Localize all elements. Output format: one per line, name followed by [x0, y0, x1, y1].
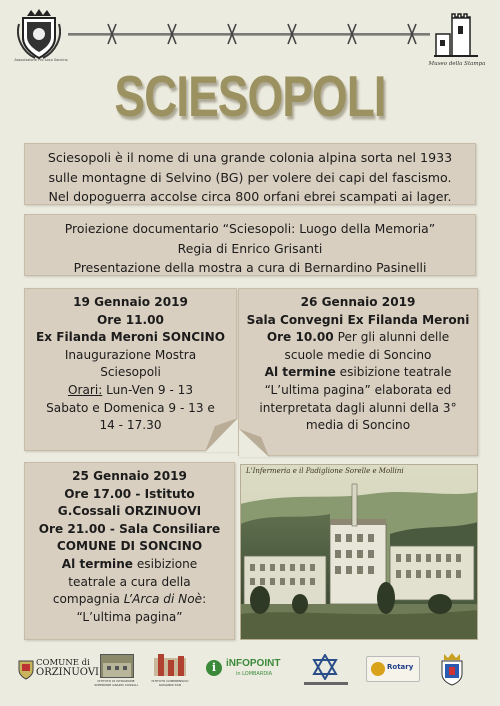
star-of-david-icon [312, 654, 338, 680]
company-post: : [202, 592, 207, 607]
event-date: 19 Gennaio 2019 [73, 295, 188, 309]
page-curl-icon [239, 429, 269, 457]
event-line: teatrale a cura della [68, 574, 191, 589]
event-line: Ore 17.00 - Istituto [64, 486, 195, 501]
event-company-line [25, 591, 234, 609]
star-caption-bar [304, 682, 348, 685]
company-pre: compagnia [52, 592, 124, 607]
event-date: 26 Gennaio 2019 [300, 295, 416, 309]
event-line: 14 - 17.30 [99, 418, 162, 433]
intro-line: Sciesopoli è il nome di una grande colonia alpina sorta nel 1933 [47, 150, 453, 165]
sponsor-footer [0, 648, 500, 706]
event-time: Ore 10.00 [266, 330, 334, 345]
event-time: Ore 11.00 [97, 312, 164, 327]
hours-label: Orari: [67, 382, 103, 397]
infopoint-label: iNFOPOINT [226, 658, 281, 669]
event-venue: Ex Filanda Meroni SONCINO [36, 330, 225, 345]
school2-label: ISTITUTO COMPRENSIVO GIOVANNI XXIII [151, 679, 189, 687]
event-line: Sabato e Domenica 9 - 13 e [46, 400, 215, 415]
comune-di-label: COMUNE di [36, 658, 90, 668]
rotary-logo [366, 656, 420, 682]
page-title: SCIESOPOLI [114, 63, 386, 129]
event-line: COMUNE DI SONCINO [56, 539, 203, 554]
orzinuovi-crest-icon [18, 658, 34, 680]
projection-line: Presentazione della mostra a cura di Bernardino Pasinelli [73, 260, 427, 275]
event-hours [25, 382, 236, 400]
event-box-19-jan [24, 288, 237, 451]
museum-tower-icon [434, 12, 478, 58]
soncino-crest-icon [440, 652, 464, 686]
event-date: 25 Gennaio 2019 [72, 469, 187, 483]
company-name: L’Arca di Noè [123, 592, 203, 607]
orzinuovi-logo-text [36, 658, 99, 678]
hours-weekday: Lun-Ven 9 - 13 [102, 382, 194, 397]
photo-caption: L'Infermeria e il Padiglione Sorelle e Mollini [246, 467, 404, 475]
event-line: scuole medie di Soncino [284, 347, 432, 362]
projection-line: Proiezione documentario “Sciesopoli: Luogo della Memoria” [64, 221, 436, 236]
after-desc: esibizione [133, 556, 198, 571]
event-line: “L’ultima pagina” elaborata ed [264, 382, 452, 397]
event-line: Ore 21.00 - Sala Consiliare [38, 521, 221, 536]
page-curl-icon [205, 418, 238, 452]
rotary-wheel-icon [371, 662, 385, 676]
event-line: Sciesopoli [100, 365, 161, 380]
pro-loco-crest-icon [17, 8, 61, 60]
school-building-icon [100, 654, 134, 678]
event-venue: Sala Convegni Ex Filanda Meroni [246, 312, 470, 327]
projection-box [24, 214, 476, 276]
school2-building-icon [154, 654, 186, 676]
event-after-line [25, 556, 234, 574]
barbed-wire-icon [68, 20, 430, 48]
event-line: “L’ultima pagina” [76, 609, 183, 624]
association-label: Associazione Pro Loco Soncino [14, 58, 68, 62]
after-desc: esibizione teatrale [335, 365, 452, 380]
school-label: ISTITUTO DI ISTRUZIONE SUPERIORE GRAZIO COSSALI [94, 679, 138, 687]
event-line: interpretata dagli alunni della 3° [259, 400, 457, 415]
lombardia-label: in LOMBARDIA [236, 671, 273, 677]
event-box-26-jan [238, 288, 478, 456]
projection-line: Regia di Enrico Grisanti [177, 240, 323, 256]
after-label: Al termine [264, 365, 336, 380]
event-line: Inaugurazione Mostra [64, 347, 197, 362]
event-time-desc: Per gli alunni delle [333, 330, 450, 345]
historic-photo [240, 464, 478, 640]
after-label: Al termine [61, 556, 134, 571]
event-line: G.Cossali ORZINUOVI [57, 504, 202, 519]
info-icon: i [206, 660, 222, 676]
intro-line: sulle montagne di Selvino (BG) per volere dei capi del fascismo. [48, 169, 452, 185]
intro-line: Nel dopoguerra accolse circa 800 orfani ebrei scampati ai lager. [48, 189, 452, 204]
event-time-line [239, 329, 477, 347]
event-after-line [239, 364, 477, 382]
rotary-label: Rotary [387, 663, 414, 671]
museum-label: Museo della Stampa [428, 61, 486, 67]
intro-box [24, 143, 476, 205]
orzinuovi-label: ORZINUOVI [36, 667, 99, 678]
event-line: media di Soncino [305, 418, 411, 433]
event-box-25-jan [24, 462, 235, 640]
